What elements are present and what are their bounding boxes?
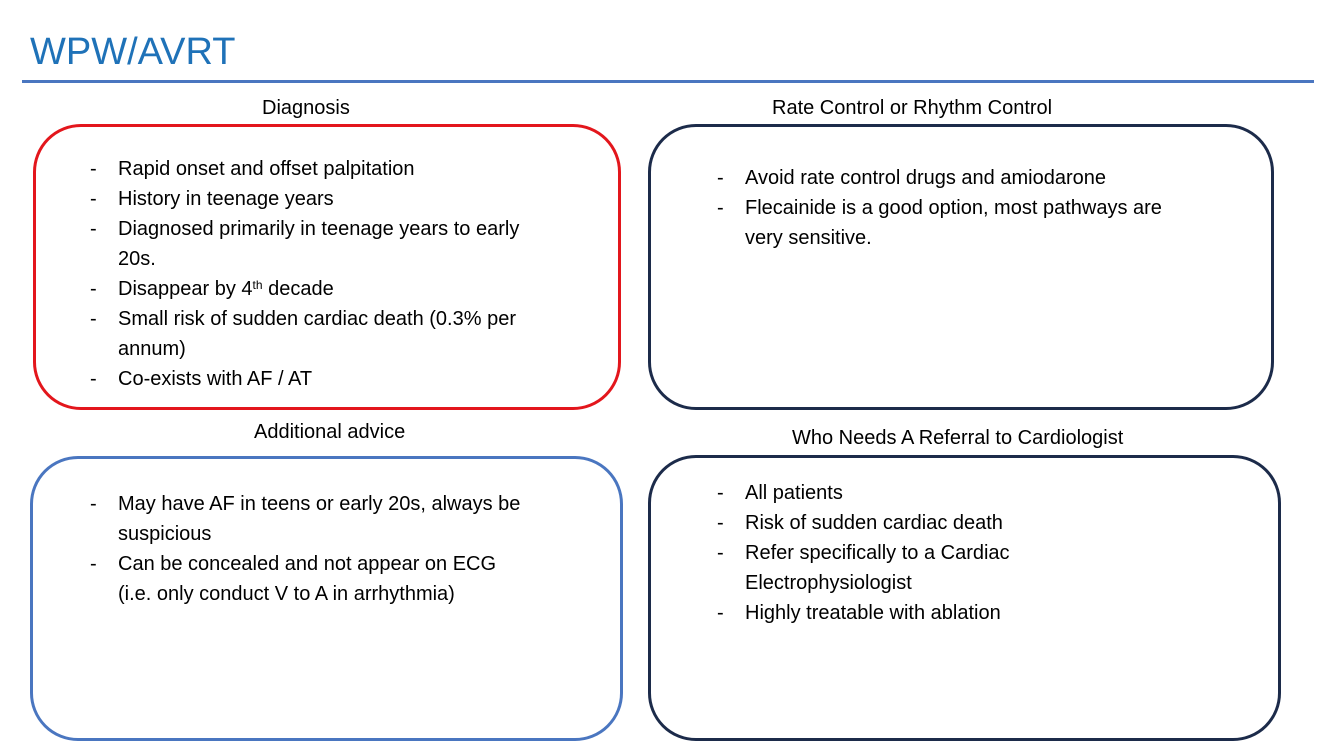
advice-heading: Additional advice — [254, 421, 406, 443]
diagnosis-heading: Diagnosis — [262, 97, 350, 119]
list-item: - History in teenage years — [88, 184, 528, 214]
referral-list — [715, 478, 1115, 628]
referral-heading: Who Needs A Referral to Cardiologist — [792, 427, 1124, 449]
list-item: - Highly treatable with ablation — [715, 598, 1115, 628]
list-item: - Rapid onset and offset palpitation — [88, 154, 528, 184]
advice-panel — [30, 456, 623, 741]
list-item-text: decade — [262, 278, 334, 300]
list-item: - May have AF in teens or early 20s, always be suspicious — [88, 489, 528, 549]
list-item — [88, 274, 528, 304]
list-item: - Avoid rate control drugs and amiodarone — [715, 163, 1185, 193]
list-item-text: Disappear by 4 — [118, 278, 253, 300]
rate-control-list — [715, 163, 1185, 253]
diagnosis-panel — [33, 124, 621, 410]
list-item: - Flecainide is a good option, most pathways are very sensitive. — [715, 193, 1185, 253]
rate-control-panel — [648, 124, 1274, 410]
list-item: - Diagnosed primarily in teenage years to early 20s. — [88, 214, 528, 274]
list-item: - Refer specifically to a Cardiac Electrophysiologist — [715, 538, 1115, 598]
list-item: - Small risk of sudden cardiac death (0.3% per annum) — [88, 304, 528, 364]
advice-list — [88, 489, 528, 609]
slide-title: WPW/AVRT — [30, 31, 236, 73]
diagnosis-list — [88, 154, 528, 394]
list-item: - All patients — [715, 478, 1115, 508]
list-item: - Co-exists with AF / AT — [88, 364, 528, 394]
title-divider — [22, 80, 1314, 83]
list-item: - Can be concealed and not appear on ECG (i.e. only conduct V to A in arrhythmia) — [88, 549, 528, 609]
referral-panel — [648, 455, 1281, 741]
ordinal-suffix: th — [252, 278, 263, 292]
list-item: - Risk of sudden cardiac death — [715, 508, 1115, 538]
rate-control-heading: Rate Control or Rhythm Control — [772, 97, 1053, 119]
